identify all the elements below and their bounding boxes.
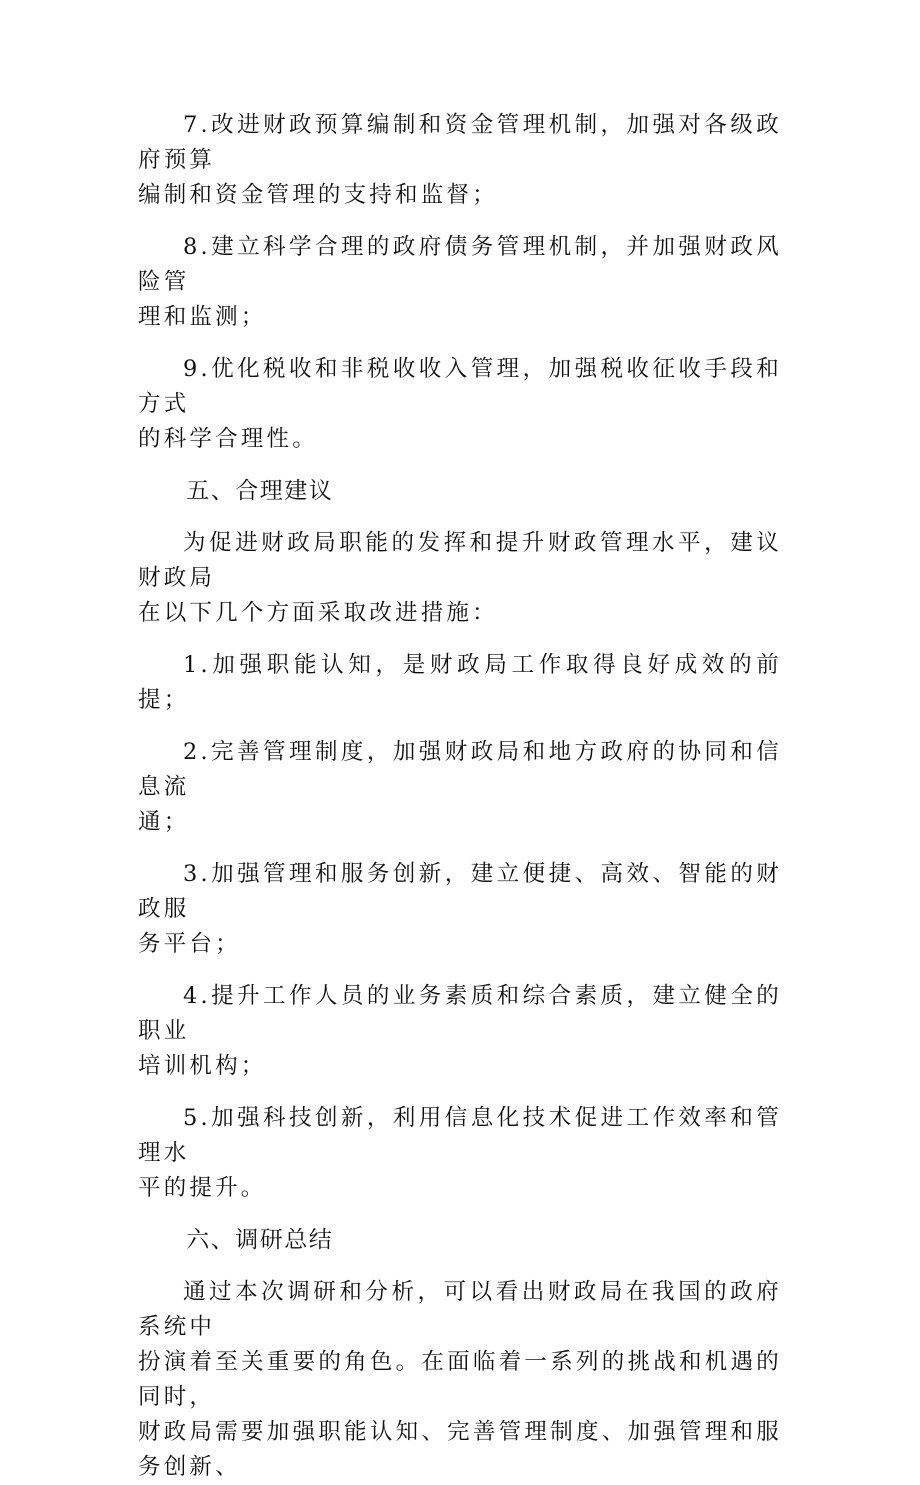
suggestion-item-4-line2: 培训机构； [138, 1053, 267, 1079]
suggestion-item-1-line1: 1.加强职能认知，是财政局工作取得良好成效的前提； [138, 652, 782, 713]
list-item-7-line2: 编制和资金管理的支持和监督； [138, 182, 498, 208]
list-item-7 [138, 108, 782, 213]
suggestion-item-4-line1: 4.提升工作人员的业务素质和综合素质，建立健全的职业 [138, 983, 782, 1044]
list-item-7-line1: 7.改进财政预算编制和资金管理机制，加强对各级政府预算 [138, 112, 782, 173]
list-item-8-line2: 理和监测； [138, 304, 267, 330]
summary-paragraph [138, 1275, 782, 1485]
suggestion-item-5-line1: 5.加强科技创新，利用信息化技术促进工作效率和管理水 [138, 1105, 782, 1166]
summary-line2: 扮演着至关重要的角色。在面临着一系列的挑战和机遇的同时， [138, 1349, 782, 1410]
section-heading-5: 五、合理建议 [186, 478, 334, 504]
suggestion-item-3-line2: 务平台； [138, 931, 241, 957]
suggestion-item-2-line2: 通； [138, 809, 190, 835]
suggestion-item-3 [138, 857, 782, 962]
section5-intro-line1: 为促进财政局职能的发挥和提升财政管理水平，建议财政局 [138, 530, 782, 591]
section5-intro [138, 526, 782, 631]
section5-intro-line2: 在以下几个方面采取改进措施： [138, 600, 498, 626]
suggestion-item-3-line1: 3.加强管理和服务创新，建立便捷、高效、智能的财政服 [138, 861, 782, 922]
list-item-8-line1: 8.建立科学合理的政府债务管理机制，并加强财政风险管 [138, 234, 782, 295]
suggestion-item-2 [138, 735, 782, 840]
list-item-9-line2: 的科学合理性。 [138, 426, 318, 452]
suggestion-item-2-line1: 2.完善管理制度，加强财政局和地方政府的协同和信息流 [138, 739, 782, 800]
section-heading-6: 六、调研总结 [186, 1227, 334, 1253]
suggestion-item-5 [138, 1101, 782, 1206]
summary-line1: 通过本次调研和分析，可以看出财政局在我国的政府系统中 [138, 1279, 782, 1340]
suggestion-item-1 [138, 648, 782, 718]
suggestion-item-4 [138, 979, 782, 1084]
list-item-8 [138, 230, 782, 335]
suggestion-item-5-line2: 平的提升。 [138, 1175, 267, 1201]
summary-line3: 财政局需要加强职能认知、完善管理制度、加强管理和服务创新、 [138, 1419, 782, 1480]
list-item-9-line1: 9.优化税收和非税收收入管理，加强税收征收手段和方式 [138, 356, 782, 417]
list-item-9 [138, 352, 782, 457]
